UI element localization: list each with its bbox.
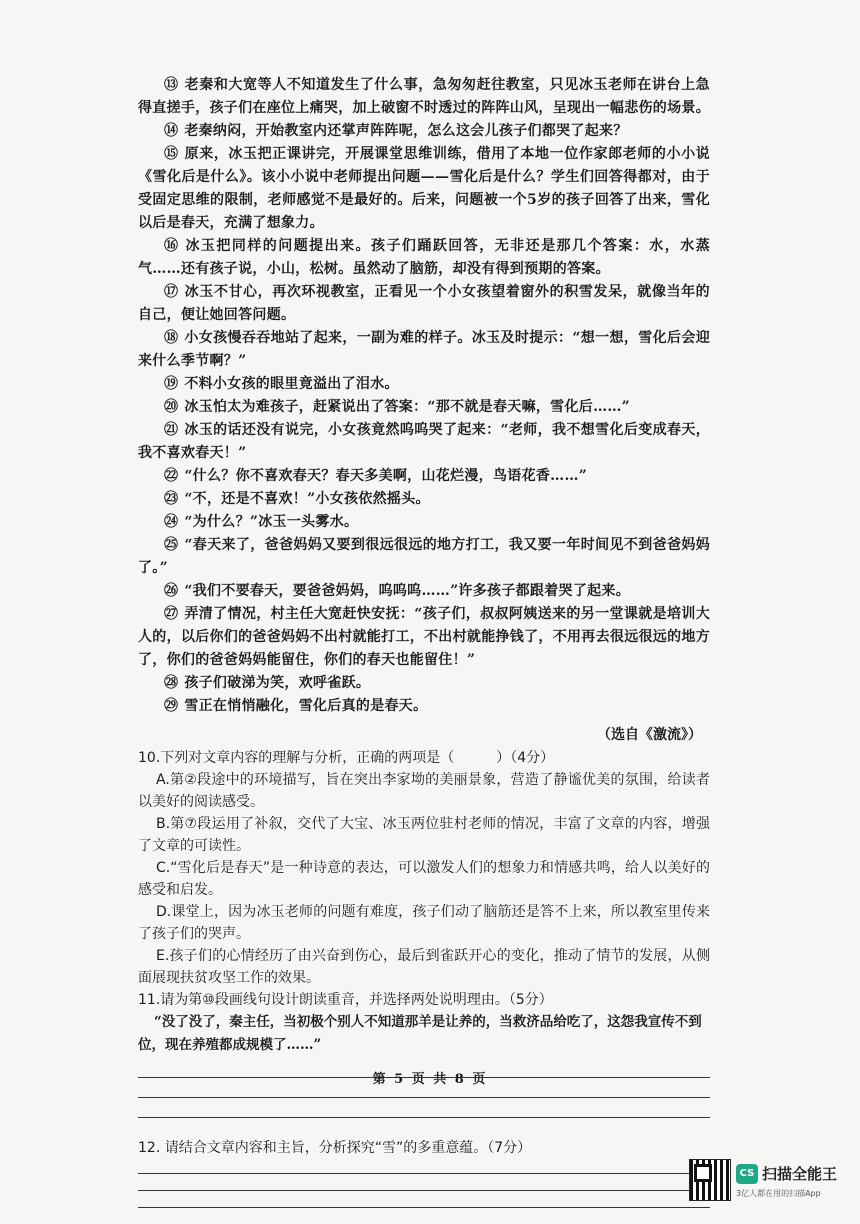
story-paragraph (138, 488, 710, 511)
question-10-option-d: D.课堂上，因为冰玉老师的问题有难度，孩子们动了脑筋还是答不上来，所以教室里传来了孩子们的哭声。 (138, 904, 710, 942)
story-paragraphs (138, 74, 710, 718)
paragraph-text: “什么？你不喜欢春天？春天多美啊，山花烂漫，鸟语花香……” (184, 468, 588, 484)
story-paragraph (138, 373, 710, 396)
paragraph-text: 老秦纳闷，开始教室内还掌声阵阵呢，怎么这会儿孩子们都哭了起来？ (184, 123, 628, 139)
question-10-option-a: A.第②段途中的环境描写，旨在突出李家坳的美丽景象，营造了静谧优美的氛围，给读者以美好的阅读感受。 (138, 772, 710, 810)
story-paragraph (138, 603, 710, 672)
answer-line (138, 1207, 710, 1208)
paragraph-number: ㉔ (164, 514, 179, 530)
story-paragraph (138, 580, 710, 603)
question-11 (138, 989, 710, 1118)
qr-code-icon (690, 1160, 730, 1200)
story-paragraph (138, 235, 710, 281)
question-10-option-b: B.第⑦段运用了补叙，交代了大宝、冰玉两位驻村老师的情况，丰富了文章的内容，增强了文章的可读性。 (138, 816, 710, 854)
question-11-quote: “没了没了，秦主任，当初极个别人不知道那羊是让养的，当救济品给吃了，这怨我宣传不到位，现在养殖都成规模了……” (138, 1014, 702, 1053)
paragraph-number: ㉗ (164, 606, 179, 622)
paragraph-number: ⑰ (164, 284, 179, 300)
story-paragraph (138, 74, 710, 120)
paragraph-text: 冰玉怕太为难孩子，赶紧说出了答案：“那不就是春天嘛，雪化后……” (184, 399, 631, 415)
story-paragraph (138, 511, 710, 534)
paragraph-text: 冰玉把同样的问题提出来。孩子们踊跃回答，无非还是那几个答案：水，水蒸气……还有孩子说，小山，松树。虽然动了脑筋，却没有得到预期的答案。 (138, 238, 710, 277)
page-content (138, 74, 710, 1224)
paragraph-text: 冰玉的话还没有说完，小女孩竟然呜呜哭了起来：“老师，我不想雪化后变成春天，我不喜欢春天！” (138, 422, 710, 461)
question-10-stem: 10.下列对文章内容的理解与分析，正确的两项是（ ）（4分） (138, 750, 555, 766)
story-paragraph (138, 396, 710, 419)
page-number: 第 5 页 共 8 页 (372, 1072, 488, 1087)
paragraph-text: 原来，冰玉把正课讲完，开展课堂思维训练，借用了本地一位作家郎老师的小小说《雪化后是什么》。该小小说中老师提出问题——雪化后是什么？学生们回答得都对，由于受固定思维的限制，老师感觉不是最好的。后来，问题被一个5岁的孩子回答了出来，雪化以后是春天，充满了想象力。 (138, 146, 710, 231)
story-paragraph (138, 695, 710, 718)
paragraph-text: “不，还是不喜欢！”小女孩依然摇头。 (184, 491, 430, 507)
paragraph-number: ⑯ (164, 238, 180, 254)
story-paragraph (138, 419, 710, 465)
paragraph-number: ㉓ (164, 491, 179, 507)
scanner-tagline: 3亿人都在用的扫描App (736, 1189, 821, 1198)
question-12-stem: 12. 请结合文章内容和主旨，分析探究“雪”的多重意蕴。（7分） (138, 1140, 532, 1156)
question-12 (138, 1137, 710, 1208)
paragraph-number: ⑬ (164, 77, 179, 93)
paragraph-text: 冰玉不甘心，再次环视教室，正看见一个小女孩望着窗外的积雪发呆，就像当年的自己，便让她回答问题。 (138, 284, 710, 323)
paragraph-text: 不料小女孩的眼里竟溢出了泪水。 (184, 376, 399, 392)
paragraph-number: ㉖ (164, 583, 179, 599)
paragraph-text: 小女孩慢吞吞地站了起来，一副为难的样子。冰玉及时提示：“想一想，雪化后会迎来什么季节啊？” (138, 330, 710, 369)
cs-logo-icon: CS (736, 1164, 758, 1184)
story-paragraph (138, 672, 710, 695)
paragraph-text: 雪正在悄悄融化，雪化后真的是春天。 (184, 698, 428, 714)
paragraph-number: ㉙ (164, 698, 179, 714)
question-10-option-c: C.“雪化后是春天”是一种诗意的表达，可以激发人们的想象力和情感共鸣，给人以美好的感受和启发。 (138, 860, 710, 898)
paragraph-number: ⑲ (164, 376, 179, 392)
story-paragraph (138, 120, 710, 143)
paragraph-number: ㉑ (164, 422, 179, 438)
paragraph-text: 弄清了情况，村主任大宽赶快安抚：“孩子们，叔叔阿姨送来的另一堂课就是培训大人的，以后你们的爸爸妈妈不出村就能打工，不出村就能挣钱了，不用再去很远很远的地方了，你们的爸爸妈妈能留住，你们的春天也能留住！” (138, 606, 710, 668)
question-10-option-e: E.孩子们的心情经历了由兴奋到伤心，最后到雀跃开心的变化，推动了情节的发展，从侧面展现扶贫攻坚工作的效果。 (138, 948, 710, 986)
answer-line (138, 1173, 710, 1174)
paragraph-number: ⑮ (164, 146, 179, 162)
source-citation: （选自《激流》） (597, 727, 702, 743)
story-paragraph (138, 327, 710, 373)
question-11-stem: 11.请为第⑩段画线句设计朗读重音，并选择两处说明理由。（5分） (138, 992, 553, 1008)
question-10 (138, 747, 710, 989)
paragraph-number: ⑱ (164, 330, 179, 346)
scanner-app-name: 扫描全能王 (762, 1165, 838, 1183)
paragraph-text: “为什么？”冰玉一头雾水。 (184, 514, 359, 530)
paragraph-number: ㉘ (164, 675, 179, 691)
story-paragraph (138, 281, 710, 327)
answer-line (138, 1190, 710, 1191)
paragraph-text: “我们不要春天，要爸爸妈妈，呜呜呜……”许多孩子都跟着哭了起来。 (184, 583, 631, 599)
answer-lines-12[interactable] (138, 1173, 710, 1208)
scanner-watermark (690, 1160, 850, 1206)
paragraph-number: ㉕ (164, 537, 179, 553)
paragraph-number: ⑭ (164, 123, 179, 139)
story-paragraph (138, 534, 710, 580)
paragraph-number: ㉒ (164, 468, 179, 484)
answer-line (138, 1097, 710, 1098)
story-paragraph (138, 143, 710, 235)
paragraph-text: 孩子们破涕为笑，欢呼雀跃。 (184, 675, 371, 691)
paragraph-text: “春天来了，爸爸妈妈又要到很远很远的地方打工，我又要一年时间见不到爸爸妈妈了。” (138, 537, 710, 576)
paragraph-number: ⑳ (164, 399, 179, 415)
paragraph-text: 老秦和大宽等人不知道发生了什么事，急匆匆赶往教室，只见冰玉老师在讲台上急得直搓手，孩子们在座位上痛哭，加上破窗不时透过的阵阵山风，呈现出一幅悲伤的场景。 (138, 77, 710, 116)
answer-line (138, 1117, 710, 1118)
story-paragraph (138, 465, 710, 488)
